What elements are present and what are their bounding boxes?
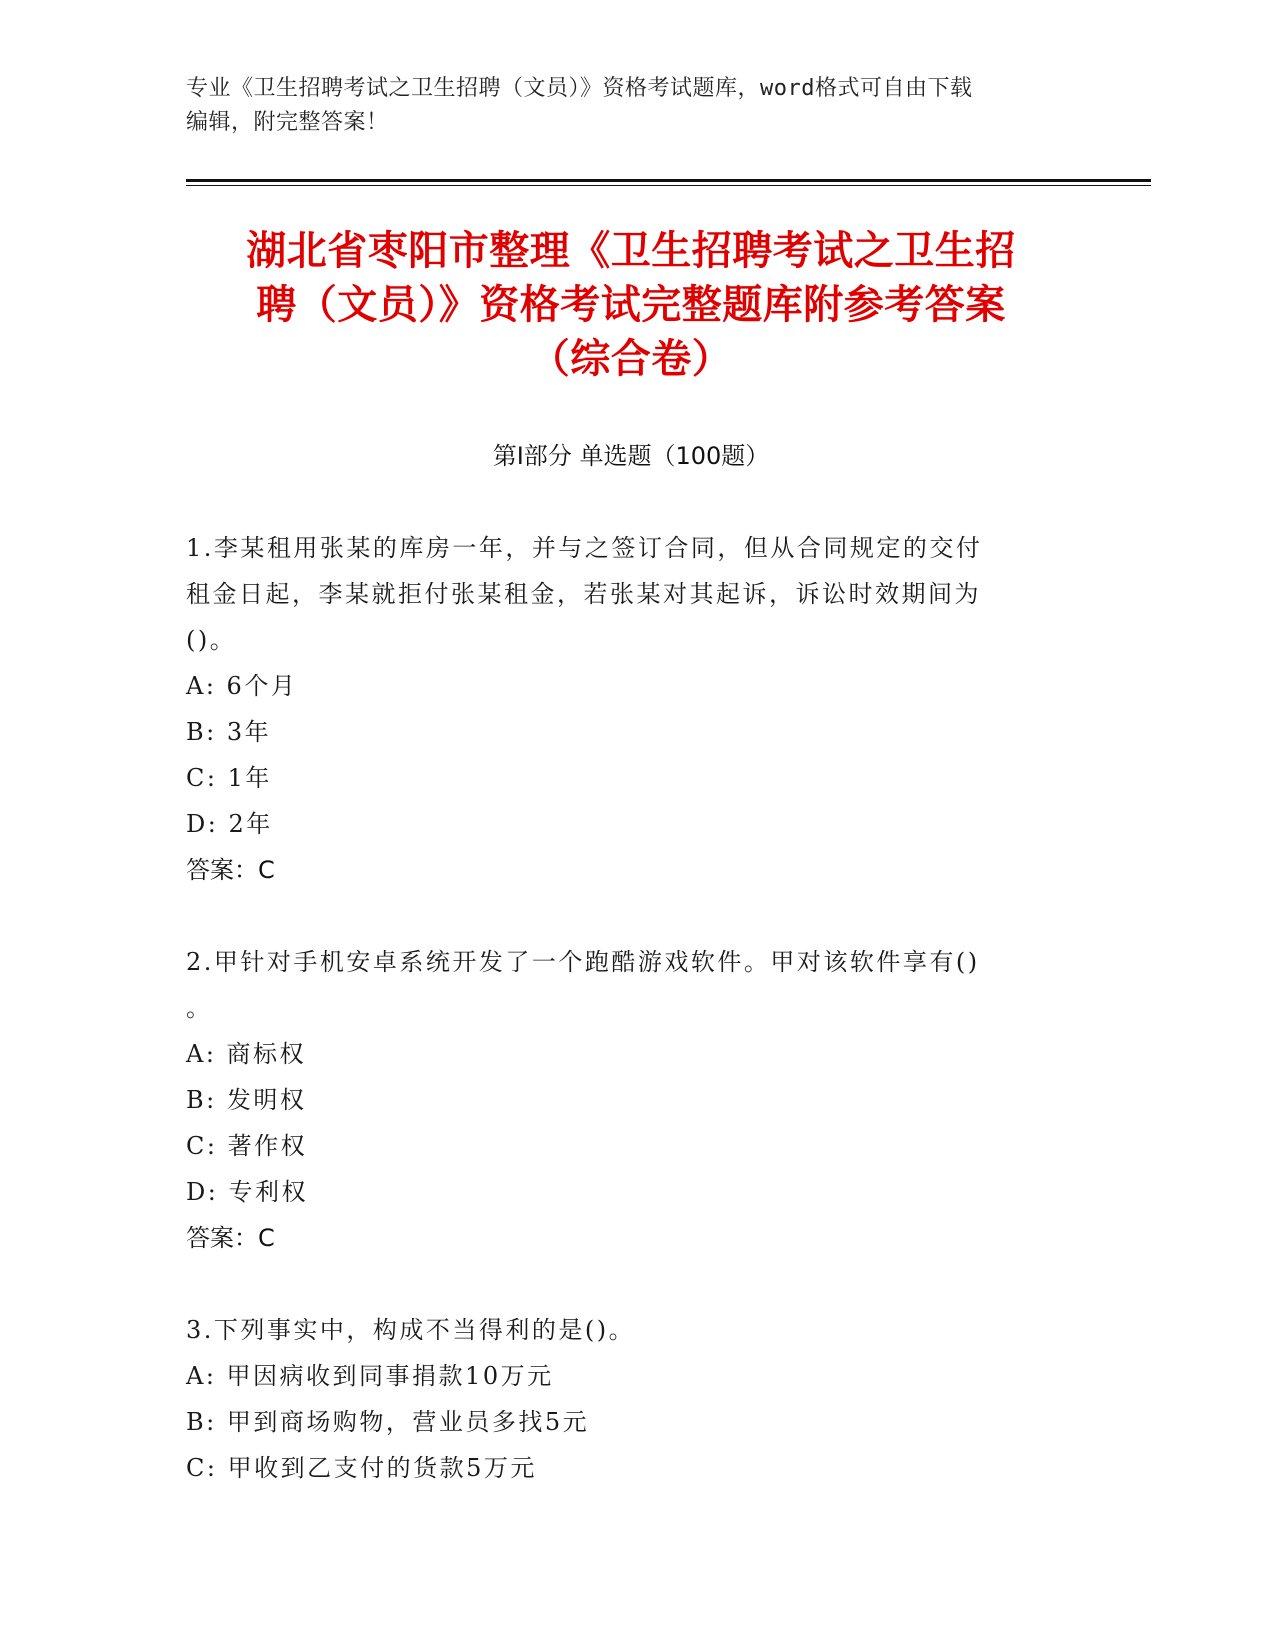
section-title: 第Ⅰ部分 单选题（100题） [492, 442, 770, 470]
option-a: A: 6个月 [186, 672, 298, 700]
question-stem: 租金日起，李某就拒付张某租金，若张某对其起诉，诉讼时效期间为 [186, 580, 981, 608]
option-a: A: 甲因病收到同事捐款10万元 [186, 1362, 554, 1390]
question-spacer [186, 1261, 1066, 1307]
option-c: C: 著作权 [186, 1132, 308, 1160]
question-stem: ()。 [186, 626, 237, 654]
question-stem: 。 [186, 994, 213, 1022]
option-d: D: 2年 [186, 810, 273, 838]
option-c: C: 1年 [186, 764, 272, 792]
option-a: A: 商标权 [186, 1040, 307, 1068]
title-line-2: 聘（文员）》资格考试完整题库附参考答案 [256, 282, 1006, 328]
header-note-line-2: 编辑，附完整答案！ [186, 110, 389, 135]
header-divider-thick [186, 179, 1151, 182]
option-b: B: 甲到商场购物，营业员多找5元 [186, 1408, 590, 1436]
title-line-3: （综合卷） [529, 336, 733, 382]
document-title [186, 224, 1076, 386]
question-2 [186, 939, 1066, 1261]
option-c: C: 甲收到乙支付的货款5万元 [186, 1454, 537, 1482]
header-divider-thin [186, 185, 1151, 186]
answer: 答案：C [186, 1224, 275, 1252]
question-stem: 1.李某租用张某的库房一年，并与之签订合同，但从合同规定的交付 [186, 534, 983, 562]
question-spacer [186, 893, 1066, 939]
option-b: B: 3年 [186, 718, 272, 746]
question-1 [186, 525, 1066, 893]
question-stem: 2.甲针对手机安卓系统开发了一个跑酷游戏软件。甲对该软件享有() [186, 948, 980, 976]
option-d: D: 专利权 [186, 1178, 308, 1206]
document-header-note [186, 72, 1086, 140]
title-line-1: 湖北省枣阳市整理《卫生招聘考试之卫生招 [246, 228, 1016, 274]
question-3 [186, 1307, 1066, 1491]
question-list [186, 525, 1066, 1491]
question-stem: 3.下列事实中，构成不当得利的是()。 [186, 1316, 636, 1344]
header-note-line-1: 专业《卫生招聘考试之卫生招聘（文员）》资格考试题库，word格式可自由下载 [186, 76, 973, 101]
option-b: B: 发明权 [186, 1086, 307, 1114]
answer: 答案：C [186, 856, 275, 884]
